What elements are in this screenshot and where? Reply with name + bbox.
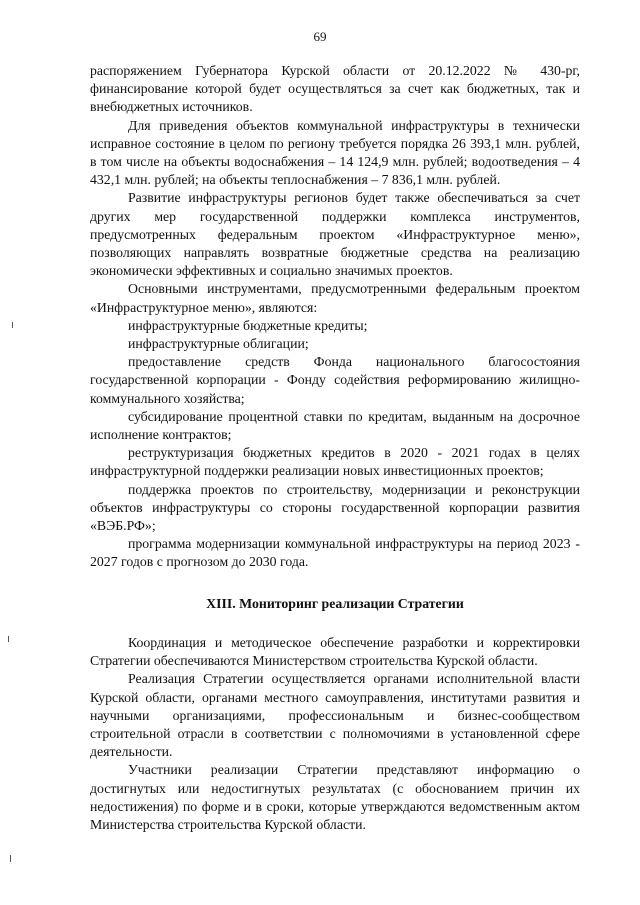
paragraph-continuation: распоряжением Губернатора Курской области от 20.12.2022 № 430-рг, финансирование которой будет осуществляться за счет как бюджетных, так и внебюджетных источников.	[90, 63, 580, 115]
paragraph-infrastructure-support: Развитие инфраструктуры регионов будет также обеспечиваться за счет других мер государственной поддержки комплекса инструментов, предусмотренных федеральным проектом «Инфраструктурное меню», позволяющих направлять возвратные бюджетные средства на реализацию экономически эффективных и социально значимых проектов.	[90, 190, 580, 279]
paragraph-repair-costs: Для приведения объектов коммунальной инфраструктуры в технически исправное состояние в целом по региону требуется порядка 26 393,1 млн. рублей, в том числе на объекты водоснабжения – 14 124,9 млн. рублей; водоотведения – 4 432,1 млн. рублей; на объекты теплоснабжения – 7 836,1 млн. рублей.	[90, 117, 580, 188]
scan-mark	[12, 322, 13, 328]
page-number: 69	[313, 29, 327, 44]
list-item: поддержка проектов по строительству, модернизации и реконструкции объектов инфраструктуры со стороны государственной корпорации развития «ВЭБ.РФ»;	[90, 481, 580, 534]
paragraph-reporting: Участники реализации Стратегии представляют информацию о достигнутых или недостигнутых результатах (с обоснованием причин их недостижения) по форме и в сроки, которые утверждаются ведомственным актом Министерства строительства Курской области.	[90, 762, 580, 832]
scan-mark	[10, 855, 11, 862]
list-item: инфраструктурные облигации;	[128, 336, 309, 352]
list-item: программа модернизации коммунальной инфраструктуры на период 2023 - 2027 годов с прогнозом до 2030 года.	[90, 536, 580, 570]
list-item: инфраструктурные бюджетные кредиты;	[128, 317, 368, 333]
document-body	[90, 62, 580, 834]
list-item: предоставление средств Фонда национального благосостояния государственной корпорации - Фонду содействия реформированию жилищно-коммунального хозяйства;	[90, 354, 580, 406]
paragraph-implementation: Реализация Стратегии осуществляется органами исполнительной власти Курской области, органами местного самоуправления, институтами развития и научными организациями, профессиональным и бизнес-сообществом строительной отрасли в соответствии с полномочиями в установленной сфере деятельности.	[90, 671, 580, 760]
section-heading: XIII. Мониторинг реализации Стратегии	[206, 595, 464, 611]
paragraph-instruments-intro: Основными инструментами, предусмотренными федеральным проектом «Инфраструктурное меню», являются:	[90, 281, 580, 315]
list-item: субсидирование процентной ставки по кредитам, выданным на досрочное исполнение контрактов;	[90, 408, 580, 443]
paragraph-coordination: Координация и методическое обеспечение разработки и корректировки Стратегии обеспечиваются Министерством строительства Курской области.	[90, 634, 580, 669]
scan-mark	[8, 636, 9, 642]
list-item: реструктуризация бюджетных кредитов в 2020 - 2021 годах в целях инфраструктурной поддержки реализации новых инвестиционных проектов;	[90, 445, 580, 479]
